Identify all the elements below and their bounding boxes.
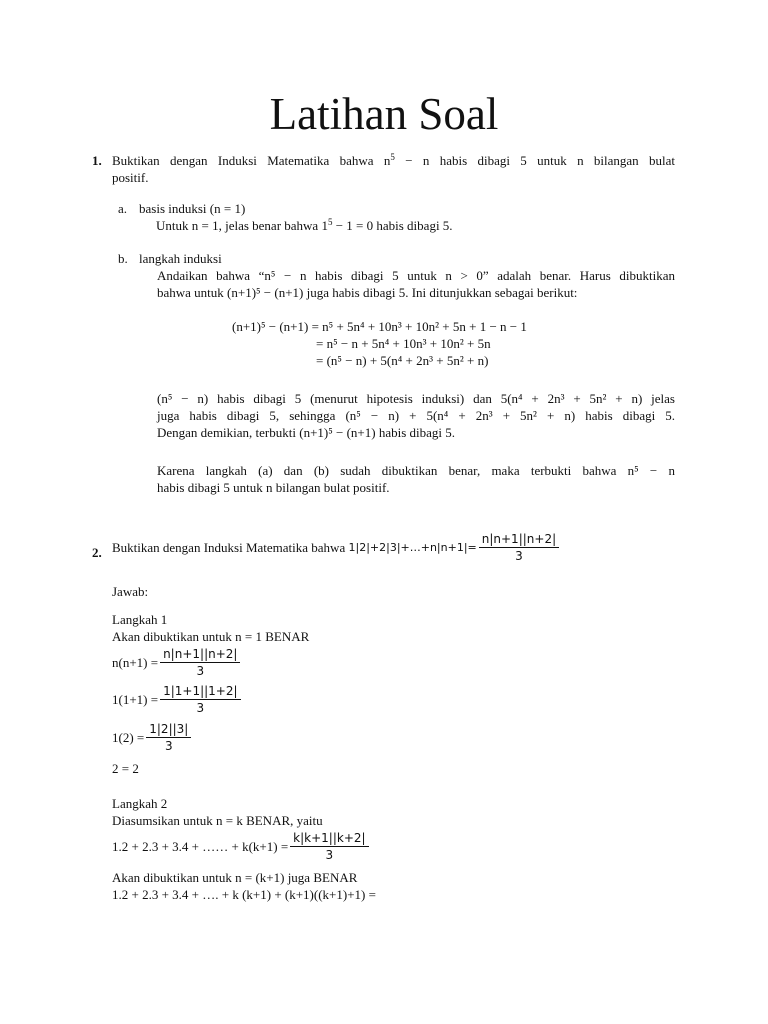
part-a-marker: a. [118,201,128,216]
problem-2-fraction: $\frac{n|n+1||n+2|}{3}$ [479,531,559,564]
part-b-paragraph-2 [157,390,675,441]
part-b-paragraph-3 [157,462,675,496]
paragraph-line: bahwa untuk (n+1)⁵ − (n+1) juga habis dibagi 5. Ini ditunjukkan sebagai berikut: [157,285,578,300]
fraction: $\frac{k|k+1||k+2|}{3}$ [290,830,368,863]
fraction: $\frac{1|1+1||1+2|}{3}$ [160,683,240,716]
step-1-row-1: n(n+1) = $\frac{n|n+1||n+2|}{3}$ [112,646,242,679]
paragraph-line: Dengan demikian, terbukti (n+1)⁵ − (n+1) habis dibagi 5. [157,425,456,440]
paragraph-line: (n⁵ − n) habis dibagi 5 (menurut hipotesis induksi) dan 5(n⁴ + 2n³ + 5n² + n) jelas [157,391,675,406]
part-a-text: Untuk n = 1, jelas benar bahwa $1^5 - 1 = 0$ habis dibagi 5. [156,217,453,233]
problem-1-statement [112,152,675,186]
part-a-label: basis induksi (n = 1) [139,201,246,216]
page-title: Latihan Soal [269,89,499,139]
problem-2-intro: Buktikan dengan Induksi Matematika bahwa [112,540,349,555]
part-b-label: langkah induksi [139,251,222,266]
fraction: $\frac{n|n+1||n+2|}{3}$ [160,646,240,679]
part-b-paragraph-1 [157,267,675,301]
step-2-heading: Langkah 2 [112,796,168,811]
step-2-line-1: Diasumsikan untuk n = k BENAR, yaitu [112,813,323,828]
fraction: $\frac{1|2||3|}{3}$ [146,721,191,754]
step-1-row-3: 1(2) = $\frac{1|2||3|}{3}$ [112,721,193,754]
problem-1-number: 1. [92,153,102,168]
step-1-row-4: 2 = 2 [112,761,139,776]
paragraph-line: Karena langkah (a) dan (b) sudah dibuktikan benar, maka terbukti bahwa n⁵ − n [157,463,675,478]
problem-2-statement [112,531,561,564]
problem-2-lhs: 1|2|+2|3|+…+n|n+1|= [348,541,477,554]
paragraph-line: Andaikan bahwa “n⁵ − n habis dibagi 5 untuk n > 0” adalah benar. Harus dibuktikan [157,268,675,283]
problem-2-number: 2. [92,545,102,560]
step-2-line-3: 1.2 + 2.3 + 3.4 + …. + k (k+1) + (k+1)((k+1)+1) = [112,887,376,902]
equation-line-1: (n+1)⁵ − (n+1) = n⁵ + 5n⁴ + 10n³ + 10n² + 5n + 1 − n − 1 [232,319,527,334]
step-2-row-1: 1.2 + 2.3 + 3.4 + …… + k(k+1) = $\frac{k|k+1||k+2|}{3}$ [112,830,371,863]
paragraph-line: habis dibagi 5 untuk n bilangan bulat positif. [157,480,390,495]
step-1-row-2: 1(1+1) = $\frac{1|1+1||1+2|}{3}$ [112,683,243,716]
step-1-heading: Langkah 1 [112,612,168,627]
paragraph-line: juga habis dibagi 5, sehingga (n⁵ − n) + 5(n⁴ + 2n³ + 5n² + n) habis dibagi 5. [157,408,675,423]
equation-line-2: = n⁵ − n + 5n⁴ + 10n³ + 10n² + 5n [316,336,491,351]
problem-1-line-2: positif. [112,170,149,185]
equation-line-3: = (n⁵ − n) + 5(n⁴ + 2n³ + 5n² + n) [316,353,489,368]
step-2-line-2: Akan dibuktikan untuk n = (k+1) juga BENAR [112,870,358,885]
problem-1-line-1: Buktikan dengan Induksi Matematika bahwa $n^5 - n$ habis dibagi 5 untuk n bilangan bulat [112,152,675,168]
step-1-line: Akan dibuktikan untuk n = 1 BENAR [112,629,310,644]
part-b-marker: b. [118,251,128,266]
answer-label: Jawab: [112,584,149,599]
